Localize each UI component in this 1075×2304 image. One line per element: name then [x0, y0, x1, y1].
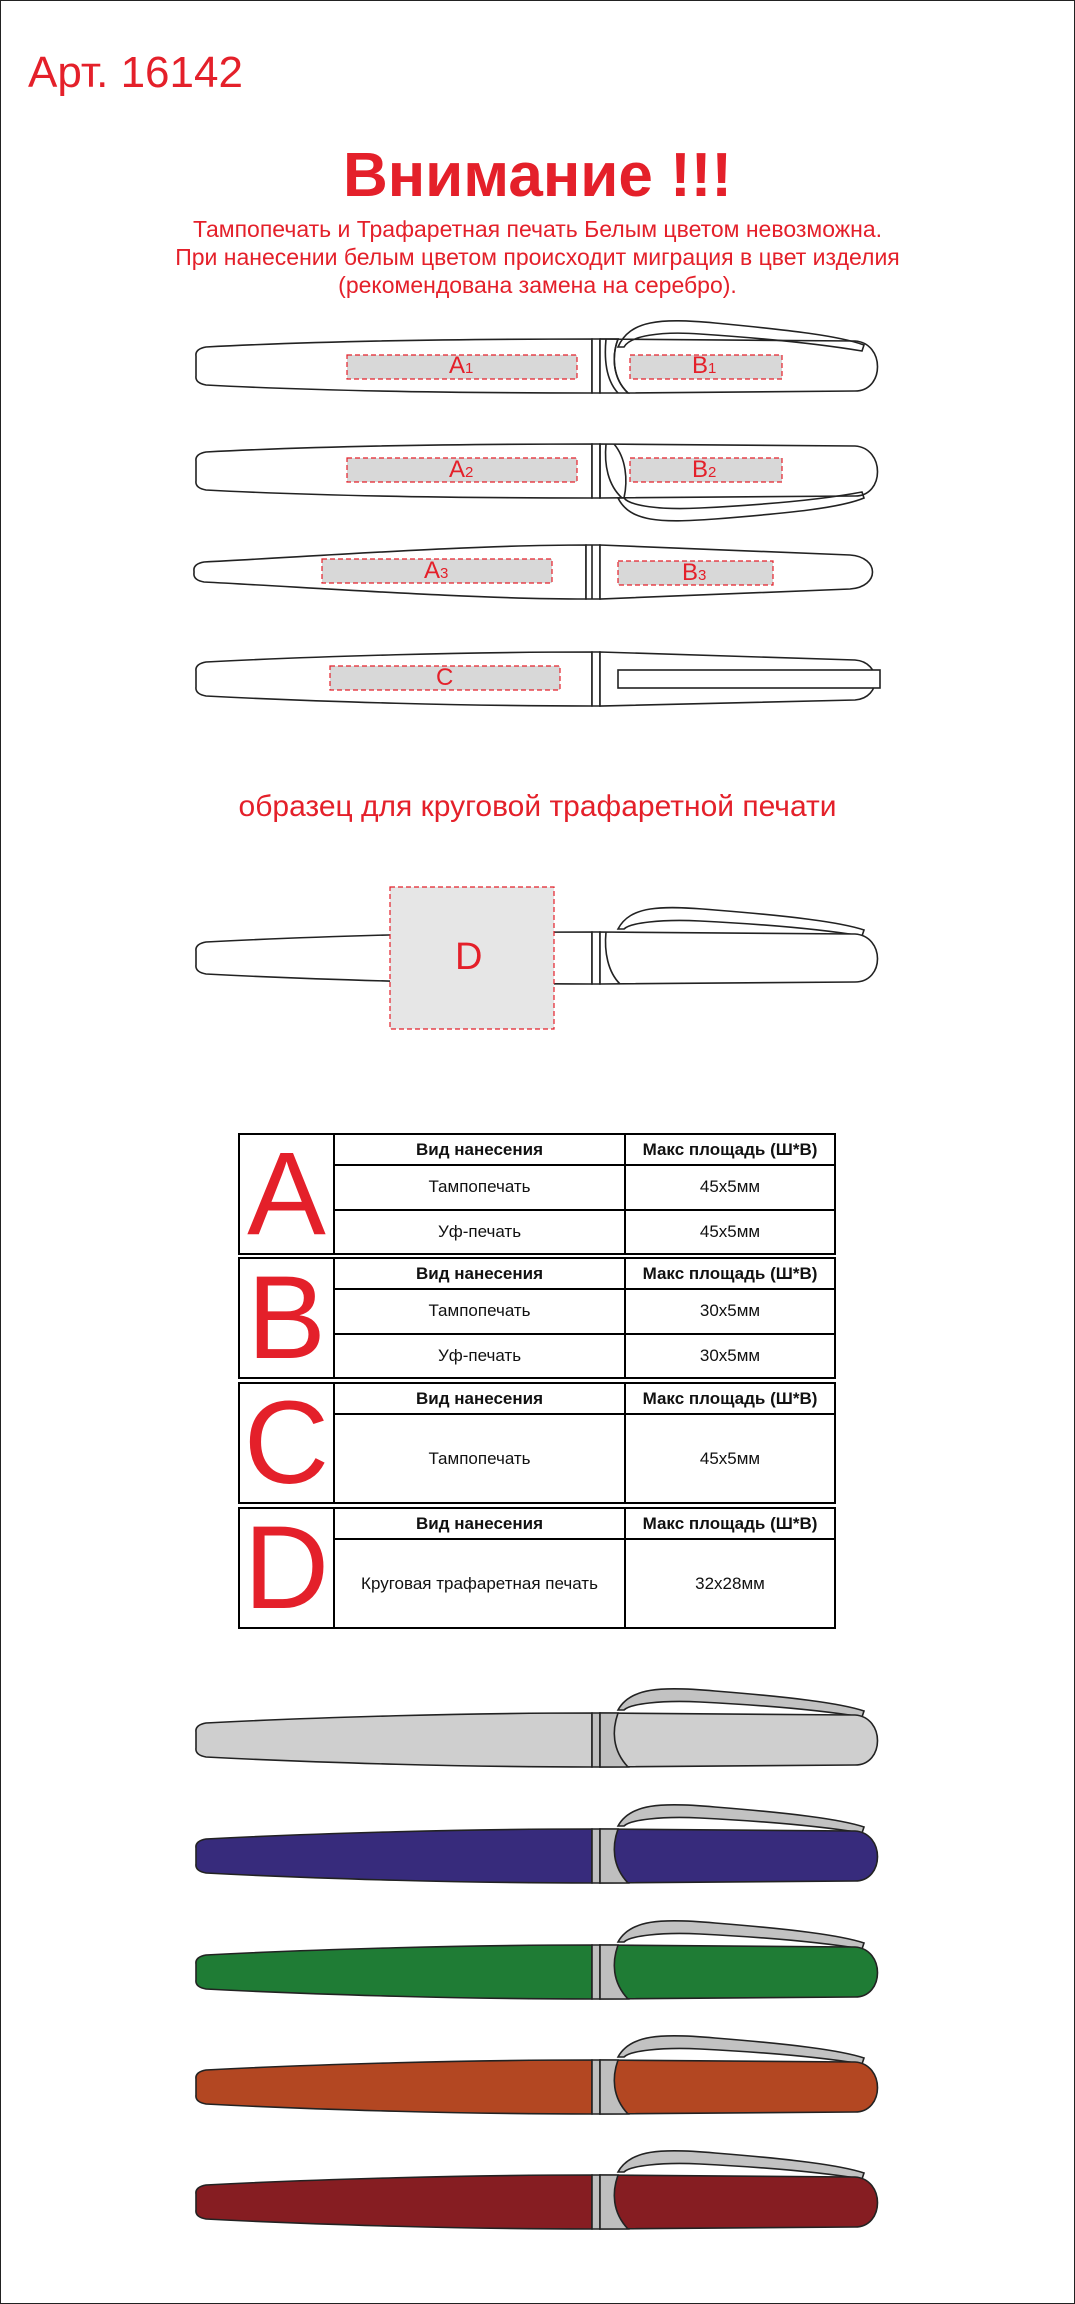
- pen-variant-blue: [196, 1805, 878, 1883]
- table-b: [238, 1252, 836, 1384]
- article-number: Арт. 16142: [28, 48, 243, 97]
- table-a: [238, 1128, 836, 1260]
- table-d-row-1-size: 32х28мм: [625, 1539, 835, 1628]
- warning-line-3: (рекомендована замена на серебро).: [338, 272, 737, 298]
- table-d-col1-header: Вид нанесения: [334, 1508, 625, 1539]
- table-c-row-1-size: 45х5мм: [625, 1414, 835, 1503]
- table-a-letter: A: [239, 1134, 334, 1254]
- pen-variant-green: [196, 1921, 878, 1999]
- label-c: C: [436, 664, 454, 691]
- table-b-row-2-size: 30х5мм: [625, 1334, 835, 1378]
- warning-title: Внимание !!!: [342, 141, 733, 210]
- table-d: [238, 1502, 836, 1634]
- table-d-col2-header: Макс площадь (Ш*В): [625, 1508, 835, 1539]
- table-d-row-1-method: Круговая трафаретная печать: [334, 1539, 625, 1628]
- label-b2: B2: [692, 456, 717, 483]
- label-a2: A2: [449, 456, 474, 483]
- table-b-row-2-method: Уф-печать: [334, 1334, 625, 1378]
- table-b-row-1-size: 30х5мм: [625, 1289, 835, 1333]
- label-b1: B1: [692, 352, 717, 379]
- pen-variant-silver: [196, 1689, 878, 1767]
- table-d-letter: D: [239, 1508, 334, 1628]
- table-a-row-2-method: Уф-печать: [334, 1210, 625, 1254]
- table-a-row-1-size: 45х5мм: [625, 1165, 835, 1209]
- table-c-letter: C: [239, 1383, 334, 1503]
- label-a1: A1: [449, 352, 474, 379]
- table-a-col1-header: Вид нанесения: [334, 1134, 625, 1165]
- table-c: [238, 1377, 836, 1509]
- table-c-col2-header: Макс площадь (Ш*В): [625, 1383, 835, 1414]
- warning-line-2: При нанесении белым цветом происходит миграция в цвет изделия: [175, 244, 900, 270]
- table-c-col1-header: Вид нанесения: [334, 1383, 625, 1414]
- pen-variant-burgundy: [196, 2151, 878, 2229]
- table-a-row-1-method: Тампопечать: [334, 1165, 625, 1209]
- table-b-row-1-method: Тампопечать: [334, 1289, 625, 1333]
- table-b-col1-header: Вид нанесения: [334, 1258, 625, 1289]
- table-c-row-1-method: Тампопечать: [334, 1414, 625, 1503]
- label-a3: A3: [424, 557, 449, 584]
- table-a-col2-header: Макс площадь (Ш*В): [625, 1134, 835, 1165]
- pen-outline-row-2: [196, 444, 878, 521]
- warning-line-1: Тампопечать и Трафаретная печать Белым цветом невозможна.: [192, 216, 883, 242]
- table-b-col2-header: Макс площадь (Ш*В): [625, 1258, 835, 1289]
- pen-variant-orange: [196, 2036, 878, 2114]
- label-b3: B3: [682, 559, 707, 586]
- sample-title: образец для круговой трафаретной печати: [238, 790, 837, 823]
- label-d: D: [455, 936, 483, 978]
- table-b-letter: B: [239, 1258, 334, 1378]
- table-a-row-2-size: 45х5мм: [625, 1210, 835, 1254]
